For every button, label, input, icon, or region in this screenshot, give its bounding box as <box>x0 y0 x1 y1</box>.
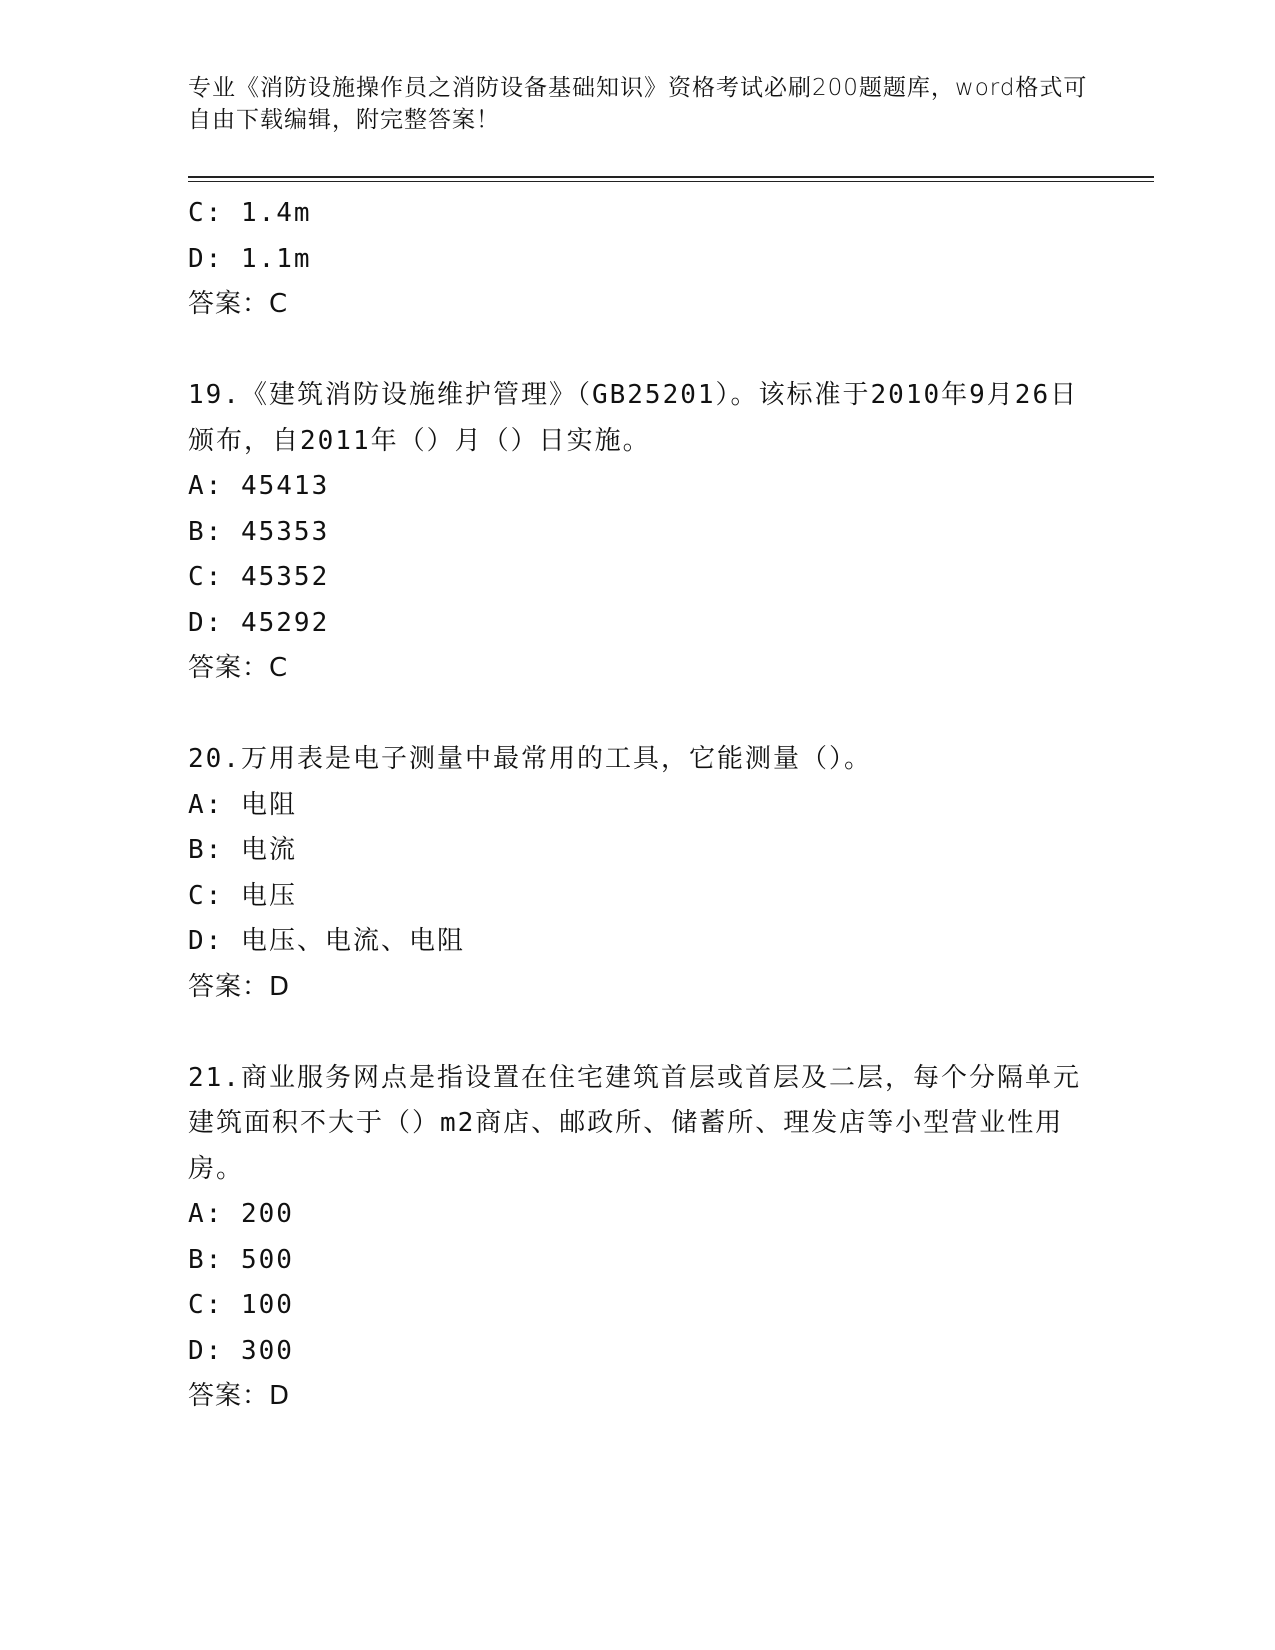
option-d: D: 电压、电流、电阻 <box>188 926 465 956</box>
option-c: C: 1.4m <box>188 198 312 228</box>
question-block-18-tail <box>188 191 1088 328</box>
option-a: A: 45413 <box>188 471 330 501</box>
header-rule-thin <box>188 181 1154 182</box>
question-text: 19.《建筑消防设施维护管理》（GB25201）。该标准于2010年9月26日颁布，自2011年（）月（）日实施。 <box>188 380 1079 456</box>
question-text: 21.商业服务网点是指设置在住宅建筑首层或首层及二层，每个分隔单元建筑面积不大于（）m2商店、邮政所、储蓄所、理发店等小型营业性用房。 <box>188 1062 1081 1184</box>
question-list <box>188 191 1088 1420</box>
option-c: C: 100 <box>188 1290 294 1320</box>
spacer <box>188 1010 1088 1056</box>
option-d: D: 300 <box>188 1335 294 1366</box>
option-c: C: 电压 <box>188 880 297 911</box>
answer-line: 答案：D <box>188 1381 291 1411</box>
question-block-20 <box>188 737 1088 1010</box>
option-b: B: 500 <box>188 1244 294 1275</box>
option-c: C: 45352 <box>188 562 330 592</box>
option-b: B: 电流 <box>188 835 297 865</box>
document-header <box>188 72 1088 136</box>
option-d: D: 1.1m <box>188 243 312 274</box>
header-rule-thick <box>188 176 1154 178</box>
spacer <box>188 692 1088 738</box>
option-b: B: 45353 <box>188 516 330 547</box>
header-title: 专业《消防设施操作员之消防设备基础知识》资格考试必刷200题题库，word格式可自由下载编辑，附完整答案！ <box>188 75 1088 133</box>
option-a: A: 200 <box>188 1199 294 1229</box>
question-block-21 <box>188 1056 1088 1420</box>
answer-line: 答案：C <box>188 653 289 683</box>
spacer <box>188 328 1088 374</box>
answer-line: 答案：C <box>188 289 289 319</box>
answer-line: 答案：D <box>188 971 291 1002</box>
question-block-19 <box>188 373 1088 692</box>
option-d: D: 45292 <box>188 607 330 638</box>
question-text: 20.万用表是电子测量中最常用的工具，它能测量（）。 <box>188 744 872 774</box>
option-a: A: 电阻 <box>188 789 297 820</box>
